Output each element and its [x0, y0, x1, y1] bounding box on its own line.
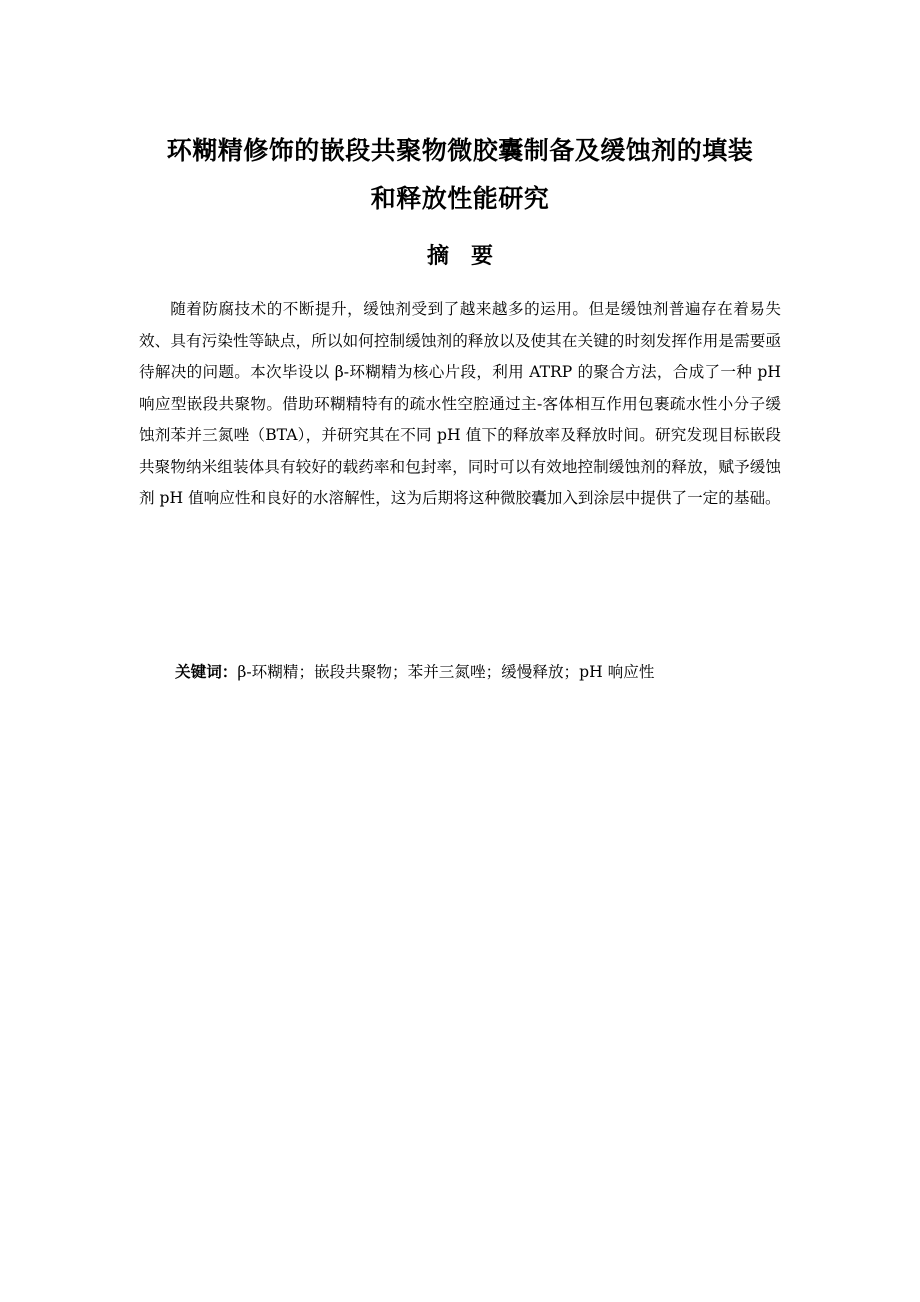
keywords-line [175, 657, 795, 688]
keywords-text: β-环糊精；嵌段共聚物；苯并三氮唑；缓慢释放；pH 响应性 [237, 663, 655, 681]
keywords-label: 关键词： [175, 663, 238, 681]
document-title-line-2: 和释放性能研究 [370, 184, 550, 213]
abstract-paragraph: 随着防腐技术的不断提升，缓蚀剂受到了越来越多的运用。但是缓蚀剂普遍存在着易失效、具有污染性等缺点，所以如何控制缓蚀剂的释放以及使其在关键的时刻发挥作用是需要亟待解决的问题。本次毕设以 β-环糊精为核心片段，利用 ATRP 的聚合方法，合成了一种 pH 响应型嵌段共聚物。借助环糊精特有的疏水性空腔通过主-客体相互作用包裹疏水性小分子缓蚀剂苯并三氮唑（BTA），并研究其在不同 pH 值下的释放率及释放时间。研究发现目标嵌段共聚物纳米组装体具有较好的载药率和包封率，同时可以有效地控制缓蚀剂的释放，赋予缓蚀剂 pH 值响应性和良好的水溶解性，这为后期将这种微胶囊加入到涂层中提供了一定的基础。 [139, 300, 781, 507]
abstract-heading: 摘要 [426, 244, 515, 269]
document-title-line-1: 环糊精修饰的嵌段共聚物微胶囊制备及缓蚀剂的填装 [166, 136, 754, 165]
